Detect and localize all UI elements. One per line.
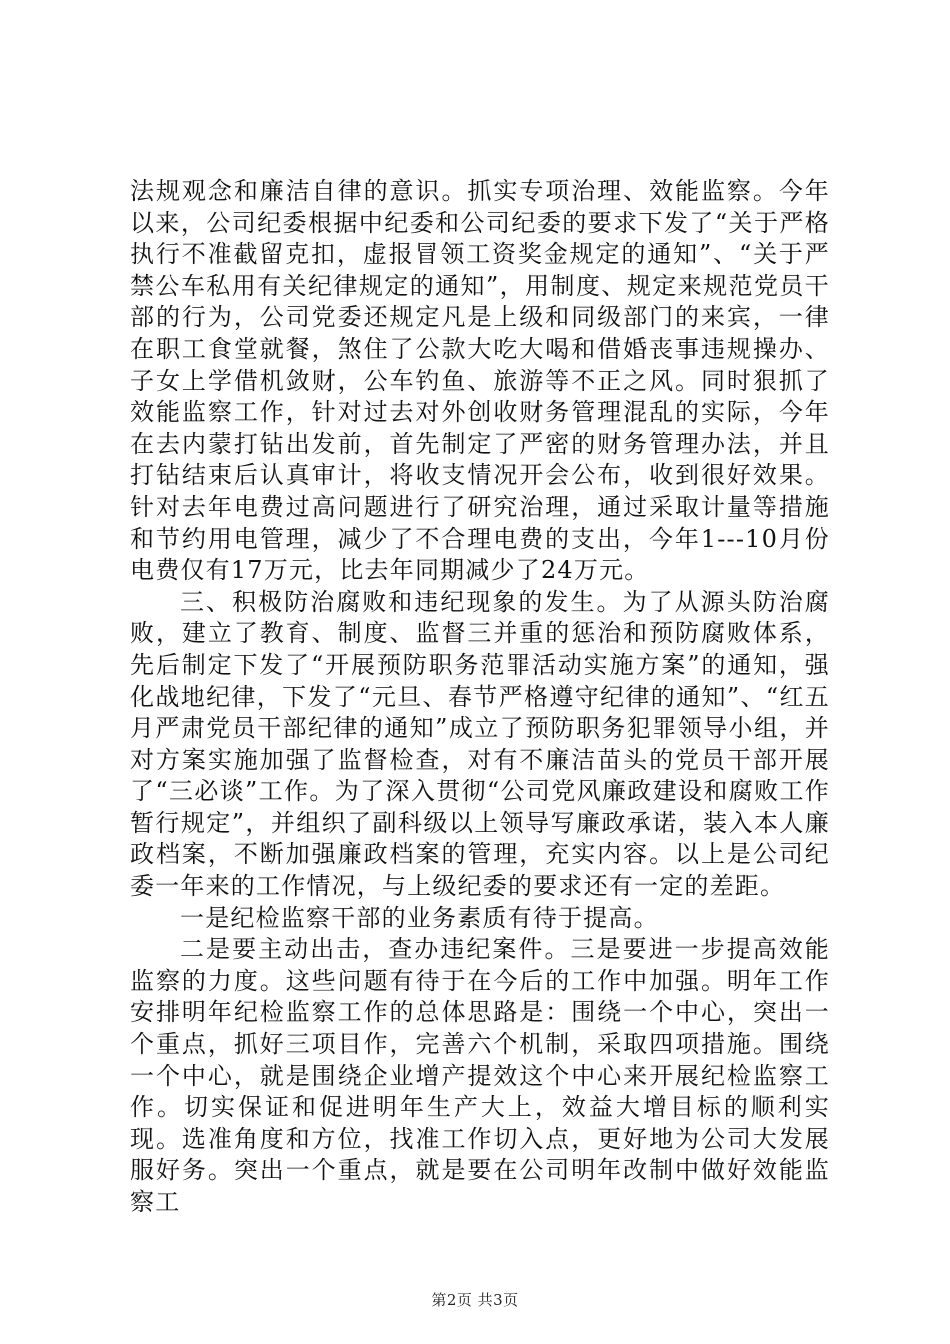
- page-number-footer: 第2页 共3页: [431, 1291, 519, 1309]
- paragraph-1: 法规观念和廉洁自律的意识。抓实专项治理、效能监察。今年以来，公司纪委根据中纪委和公司纪委的要求下发了“关于严格执行不准截留克扣，虚报冒领工资奖金规定的通知”、“关于严禁公车私用有关纪律规定的通知”，用制度、规定来规范党员干部的行为，公司党委还规定凡是上级和同级部门的来宾，一律在职工食堂就餐，煞住了公款大吃大喝和借婚丧事违规操办、子女上学借机敛财，公车钓鱼、旅游等不正之风。同时狠抓了效能监察工作，针对过去对外创收财务管理混乱的实际，今年在去内蒙打钻出发前，首先制定了严密的财务管理办法，并且打钻结束后认真审计，将收支情况开会公布，收到很好效果。针对去年电费过高问题进行了研究治理，通过采取计量等措施和节约用电管理，减少了不合理电费的支出，今年1---10月份电费仅有17万元，比去年同期减少了24万元。: [130, 177, 830, 585]
- paragraph-2: 三、积极防治腐败和违纪现象的发生。为了从源头防治腐败，建立了教育、制度、监督三并重的惩治和预防腐败体系，先后制定下发了“开展预防职务范罪活动实施方案”的通知，强化战地纪律，下发了“元旦、春节严格遵守纪律的通知”、“红五月严肃党员干部纪律的通知”成立了预防职务犯罪领导小组，并对方案实施加强了监督检查，对有不廉洁苗头的党员干部开展了“三必谈”工作。为了深入贯彻“公司党风廉政建设和腐败工作暂行规定”，并组织了副科级以上领导写廉政承诺，装入本人廉政档案，不断加强廉政档案的管理，充实内容。以上是公司纪委一年来的工作情况，与上级纪委的要求还有一定的差距。: [130, 587, 830, 901]
- paragraph-3: 一是纪检监察干部的业务素质有待于提高。: [180, 903, 659, 932]
- document-body: [130, 176, 830, 1219]
- paragraph-4: 二是要主动出击，查办违纪案件。三是要进一步提高效能监察的力度。这些问题有待于在今后的工作中加强。明年工作安排明年纪检监察工作的总体思路是：围绕一个中心，突出一个重点，抓好三项目作，完善六个机制，采取四项措施。围绕一个中心，就是围绕企业增产提效这个中心来开展纪检监察工作。切实保证和促进明年生产大上，效益大增目标的顺利实现。选准角度和方位，找准工作切入点，更好地为公司大发展服好务。突出一个重点，就是要在公司明年改制中做好效能监察工: [130, 935, 830, 1216]
